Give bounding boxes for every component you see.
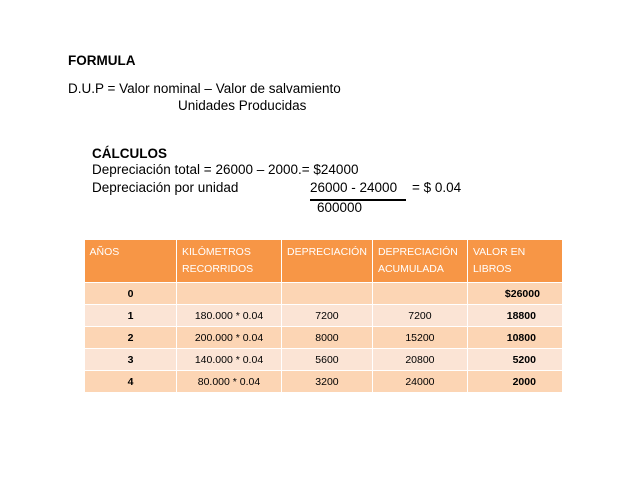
formula-line-2: Unidades Producidas [178, 98, 307, 113]
table-row [85, 283, 563, 305]
cell-acu: 20800 [372, 349, 467, 371]
table-header-row [85, 240, 563, 283]
calculos-line-2-label: Depreciación por unidad [92, 180, 239, 195]
calculos-numerator: 26000 - 24000 [310, 180, 398, 195]
table-row [85, 327, 563, 349]
formula-line-1: D.U.P = Valor nominal – Valor de salvamiento [68, 81, 341, 96]
formula-heading: FORMULA [68, 53, 136, 68]
cell-anio: 0 [85, 283, 177, 305]
calculos-heading: CÁLCULOS [92, 146, 167, 161]
cell-km: 180.000 * 0.04 [177, 305, 282, 327]
table-row [85, 349, 563, 371]
cell-libros: 10800 [467, 327, 562, 349]
cell-anio: 4 [85, 371, 177, 393]
header-depreciacion: DEPRECIACIÓN [282, 240, 373, 283]
header-depreciacion-acumulada: DEPRECIACIÓN ACUMULADA [372, 240, 467, 283]
cell-acu: 15200 [372, 327, 467, 349]
header-anios: AÑOS [85, 240, 177, 283]
depreciation-table [84, 240, 563, 393]
calculos-denominator: 600000 [317, 200, 363, 215]
cell-acu [372, 283, 467, 305]
cell-km [177, 283, 282, 305]
cell-dep: 8000 [282, 327, 373, 349]
cell-libros: 2000 [467, 371, 562, 393]
calculos-line-1: Depreciación total = 26000 – 2000.= $24000 [92, 162, 359, 177]
cell-libros: 5200 [467, 349, 562, 371]
cell-dep [282, 283, 373, 305]
cell-dep: 7200 [282, 305, 373, 327]
cell-libros: $26000 [467, 283, 562, 305]
cell-acu: 24000 [372, 371, 467, 393]
cell-dep: 3200 [282, 371, 373, 393]
table-row [85, 305, 563, 327]
cell-km: 80.000 * 0.04 [177, 371, 282, 393]
cell-anio: 3 [85, 349, 177, 371]
calculos-result: = $ 0.04 [412, 180, 462, 195]
cell-acu: 7200 [372, 305, 467, 327]
cell-km: 200.000 * 0.04 [177, 327, 282, 349]
cell-km: 140.000 * 0.04 [177, 349, 282, 371]
header-valor-libros: VALOR EN LIBROS [467, 240, 562, 283]
cell-anio: 2 [85, 327, 177, 349]
table-row [85, 371, 563, 393]
cell-dep: 5600 [282, 349, 373, 371]
header-kilometros: KILÓMETROS RECORRIDOS [177, 240, 282, 283]
cell-libros: 18800 [467, 305, 562, 327]
cell-anio: 1 [85, 305, 177, 327]
